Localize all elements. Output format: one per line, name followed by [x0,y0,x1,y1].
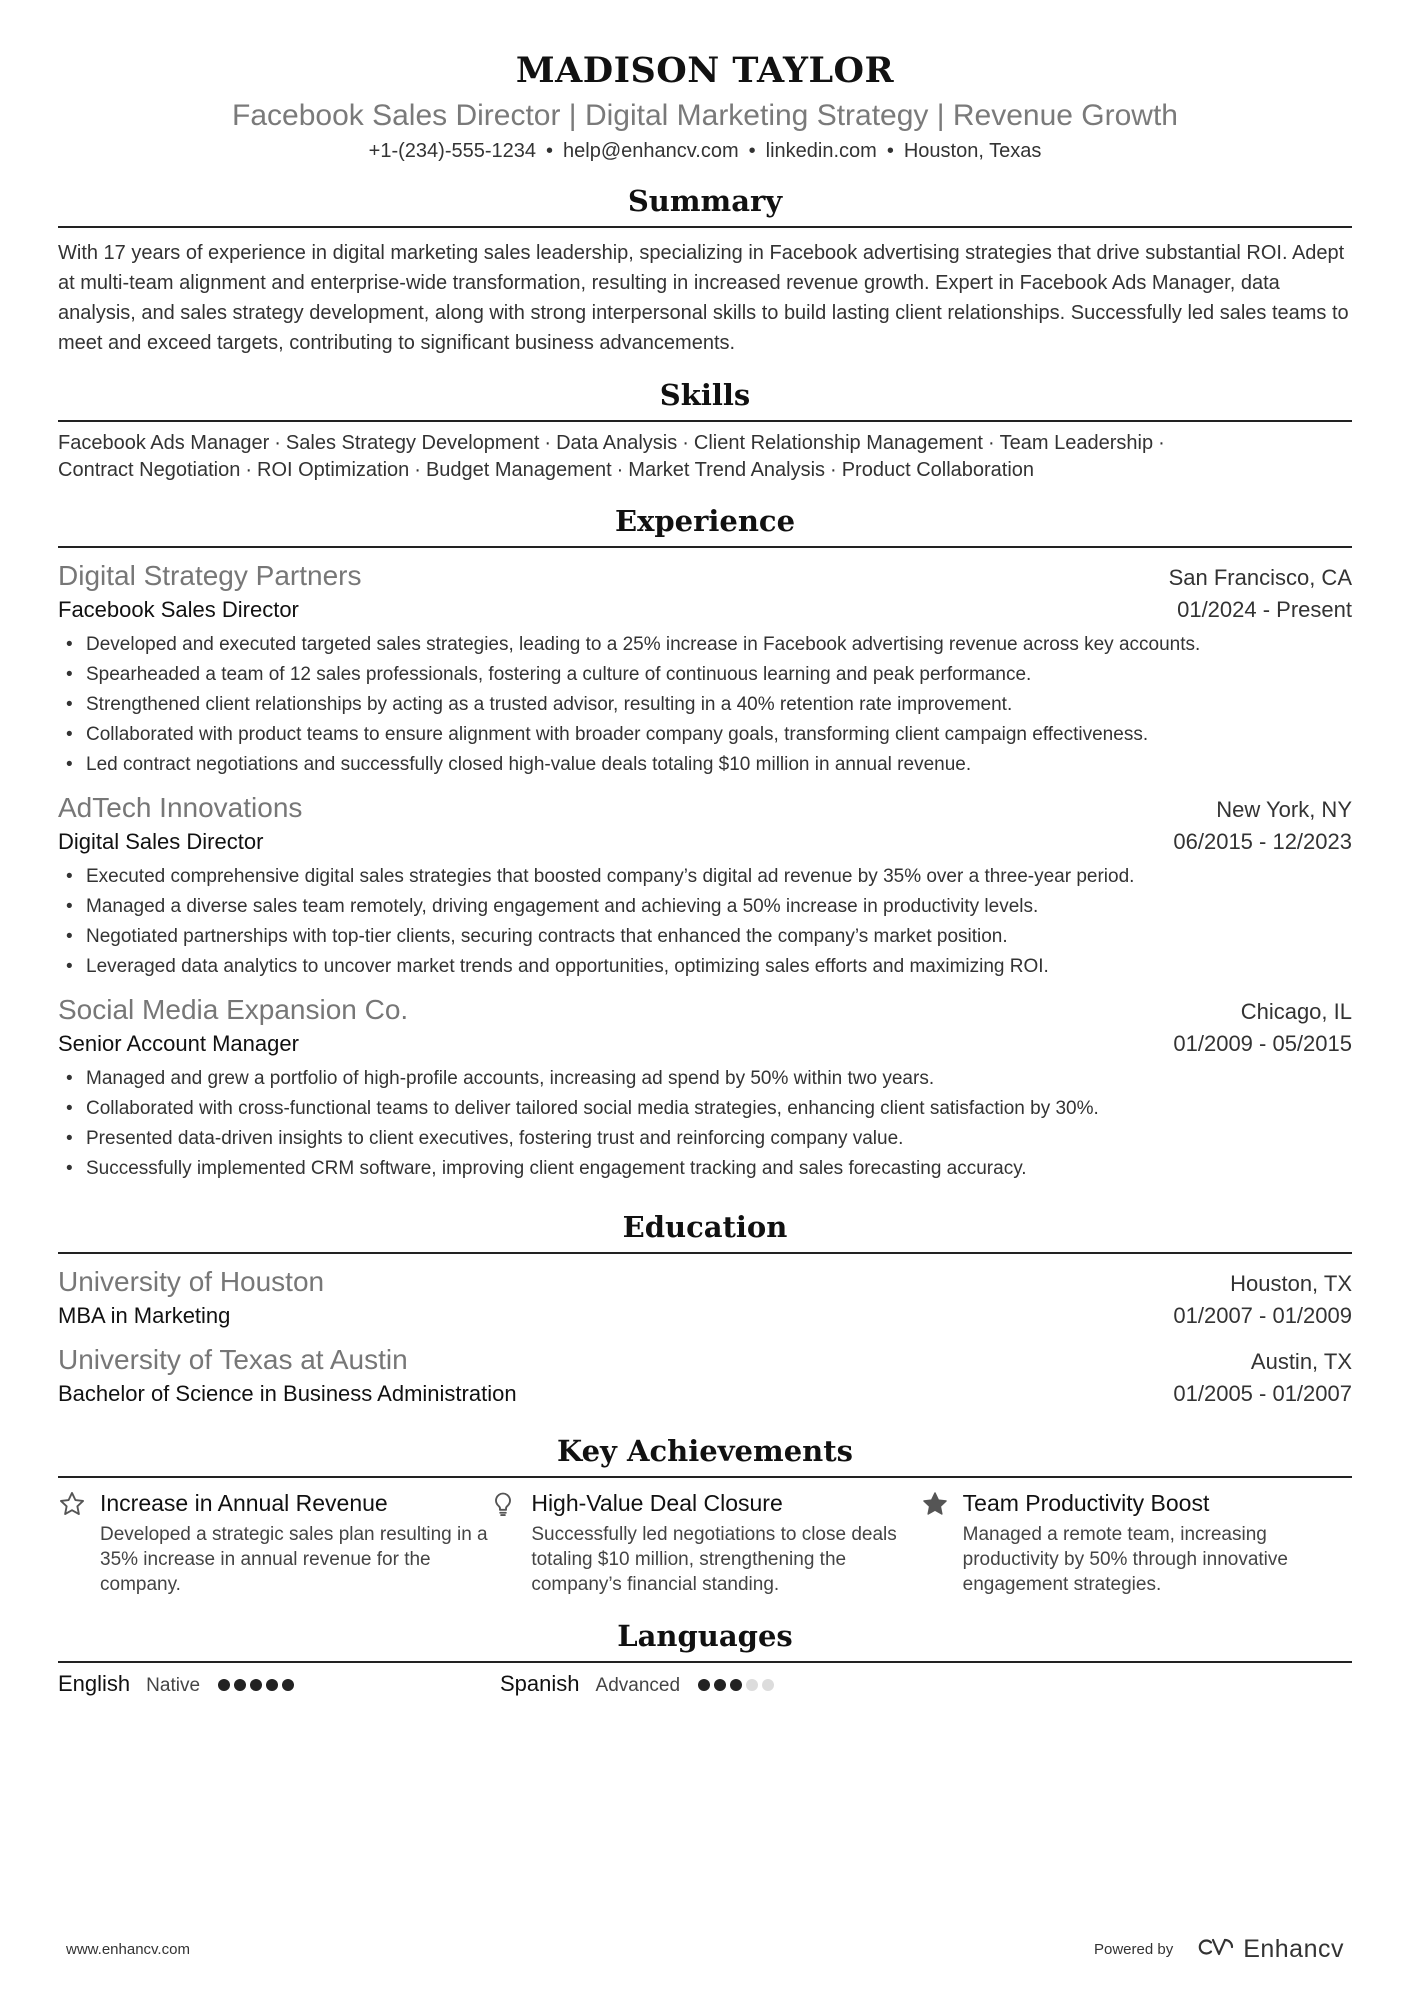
bullet-item: • Collaborated with product teams to ensure alignment with broader company goals, transforming client campaign effectiveness. [58,720,1352,750]
bullet-item: • Collaborated with cross-functional teams to deliver tailored social media strategies, enhancing client satisfaction by 30%. [58,1094,1352,1124]
company-name: Social Media Expansion Co. [58,994,409,1025]
experience-section [58,502,1352,1184]
contact-email[interactable]: help@enhancv.com [563,140,739,162]
language-rating [698,1679,774,1691]
language-name: English [58,1671,131,1696]
skill-item: Sales Strategy Development [285,432,540,454]
separator-dot: • [546,140,554,162]
rating-dot-filled [730,1679,742,1691]
bullet-item: • Managed a diverse sales team remotely, driving engagement and achieving a 50% increase in productivity levels. [58,892,1352,922]
rating-dot-empty [746,1679,758,1691]
candidate-name: MADISON TAYLOR [515,50,895,91]
degree: MBA in Marketing [58,1303,231,1328]
section-title-skills: Skills [58,376,1352,422]
bullet-item: • Leveraged data analytics to uncover market trends and opportunities, optimizing sales efforts and maximizing ROI. [58,952,1352,982]
bullet-item: • Managed and grew a portfolio of high-profile accounts, increasing ad spend by 50% within two years. [58,1064,1352,1094]
rating-dot-filled [282,1679,294,1691]
languages-list [58,1671,1352,1697]
skill-item: ROI Optimization [257,459,410,481]
degree: Bachelor of Science in Business Administration [58,1381,517,1406]
education-dates: 01/2007 - 01/2009 [1173,1303,1352,1328]
skills-section [58,376,1352,484]
star-outline-icon [58,1488,100,1597]
bullet-item: • Strengthened client relationships by acting as a trusted advisor, resulting in a 40% retention rate improvement. [58,690,1352,720]
rating-dot-filled [250,1679,262,1691]
achievement-title: High-Value Deal Closure [531,1490,783,1516]
section-title-summary: Summary [58,182,1352,228]
job-location: San Francisco, CA [1168,565,1352,590]
section-title-languages: Languages [58,1617,1352,1663]
bullet-item: • Presented data-driven insights to client executives, fostering trust and reinforcing company value. [58,1124,1352,1154]
achievement-item [489,1488,920,1597]
language-rating [218,1679,294,1691]
language-level: Advanced [595,1675,681,1696]
education-entry [58,1342,1352,1410]
job-bullets [58,630,1352,780]
section-title-education: Education [58,1208,1352,1254]
rating-dot-filled [266,1679,278,1691]
bullet-item: • Successfully implemented CRM software, improving client engagement tracking and sales forecasting accuracy. [58,1154,1352,1184]
experience-entry [58,790,1352,982]
achievement-item [921,1488,1352,1597]
job-bullets [58,862,1352,982]
page-footer [66,1935,1344,1964]
language-item [58,1671,500,1697]
rating-dot-filled [234,1679,246,1691]
education-entry [58,1264,1352,1332]
bullet-item: • Negotiated partnerships with top-tier clients, securing contracts that enhanced the company’s market position. [58,922,1352,952]
school-location: Houston, TX [1230,1271,1352,1296]
skill-item: Data Analysis [556,432,678,454]
achievements-grid [58,1488,1352,1597]
job-dates: 01/2024 - Present [1177,597,1352,622]
enhancv-logo-icon [1197,1936,1235,1963]
skill-item: Contract Negotiation [58,459,241,481]
resume-header [58,0,1352,164]
summary-text: With 17 years of experience in digital marketing sales leadership, specializing in Facebook advertising strategies that drive substantial ROI. Adept at multi-team alignment and enterprise-wide transformation, resulting in increased revenue growth. Expert in Facebook Ads Manager, data analysis, and sales strategy development, along with strong interpersonal skills to build lasting client relationships. Successfully led sales teams to meet and exceed targets, contributing to significant business advancements. [58,242,1349,354]
footer-url[interactable]: www.enhancv.com [66,1941,190,1958]
bullet-item: • Led contract negotiations and successfully closed high-value deals totaling $10 million in annual revenue. [58,750,1352,780]
job-title: Senior Account Manager [58,1031,299,1056]
education-dates: 01/2005 - 01/2007 [1173,1381,1352,1406]
contact-phone: +1-(234)-555-1234 [368,140,537,162]
achievements-section [58,1432,1352,1597]
separator-dot: • [886,140,894,162]
achievement-title: Increase in Annual Revenue [100,1490,388,1516]
achievement-title: Team Productivity Boost [962,1490,1210,1516]
job-dates: 01/2009 - 05/2015 [1173,1031,1352,1056]
achievement-description: Successfully led negotiations to close deals totaling $10 million, strengthening the company’s financial standing. [531,1524,897,1595]
achievement-description: Developed a strategic sales plan resulting in a 35% increase in annual revenue for the company. [100,1524,488,1595]
rating-dot-filled [698,1679,710,1691]
rating-dot-filled [218,1679,230,1691]
job-dates: 06/2015 - 12/2023 [1173,829,1352,854]
skill-item: Team Leadership [999,432,1154,454]
bullet-item: • Developed and executed targeted sales strategies, leading to a 25% increase in Facebook advertising revenue across key accounts. [58,630,1352,660]
school-location: Austin, TX [1250,1349,1352,1374]
skills-list: Facebook Ads Manager · Sales Strategy Development · Data Analysis · Client Relationship Management · Team Leadership · Contract Negotiation · ROI Optimization · Budget Management · Market Trend Analysis · Product Collaboration [58,432,1165,481]
achievement-item [58,1488,489,1597]
skill-item: Product Collaboration [841,459,1035,481]
job-title: Digital Sales Director [58,829,264,854]
job-location: New York, NY [1216,797,1352,822]
footer-branding [1094,1935,1344,1964]
language-item [500,1671,942,1697]
school-name: University of Houston [58,1266,325,1297]
powered-by-label: Powered by [1093,1941,1174,1958]
experience-entry [58,558,1352,780]
brand-name: Enhancv [1243,1935,1344,1963]
section-title-achievements: Key Achievements [58,1432,1352,1478]
skill-item: Client Relationship Management [693,432,983,454]
languages-section [58,1617,1352,1697]
skill-item: Budget Management [425,459,612,481]
job-title: Facebook Sales Director [58,597,299,622]
contact-line [58,138,1352,164]
company-name: AdTech Innovations [58,792,303,823]
candidate-tagline: Facebook Sales Director | Digital Marketing Strategy | Revenue Growth [232,99,1178,132]
summary-section [58,182,1352,358]
education-section [58,1208,1352,1410]
experience-entry [58,992,1352,1184]
star-filled-icon [921,1488,963,1597]
rating-dot-filled [714,1679,726,1691]
job-bullets [58,1064,1352,1184]
company-name: Digital Strategy Partners [58,560,362,591]
section-title-experience: Experience [58,502,1352,548]
bullet-item: • Spearheaded a team of 12 sales professionals, fostering a culture of continuous learning and peak performance. [58,660,1352,690]
achievement-description: Managed a remote team, increasing productivity by 50% through innovative engagement strategies. [962,1524,1288,1595]
rating-dot-empty [762,1679,774,1691]
skill-item: Facebook Ads Manager [58,432,270,454]
lightbulb-icon [489,1488,531,1597]
language-level: Native [146,1675,201,1696]
contact-linkedin[interactable]: linkedin.com [765,140,877,162]
contact-location: Houston, Texas [903,140,1042,162]
job-location: Chicago, IL [1240,999,1352,1024]
skill-item: Market Trend Analysis [628,459,826,481]
school-name: University of Texas at Austin [58,1344,408,1375]
bullet-item: • Executed comprehensive digital sales strategies that boosted company’s digital ad revenue by 35% over a three-year period. [58,862,1352,892]
separator-dot: • [748,140,756,162]
language-name: Spanish [500,1671,580,1696]
